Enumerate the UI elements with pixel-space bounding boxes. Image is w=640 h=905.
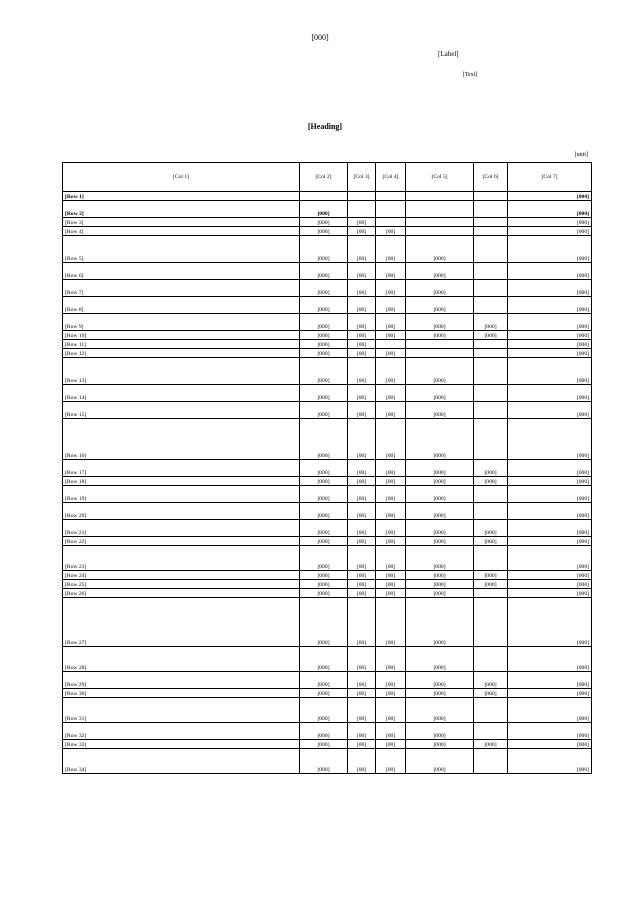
section-cell: [00] [348, 723, 376, 740]
subsection-cell: [00] [376, 598, 406, 647]
subsection-cell: [00] [376, 227, 406, 236]
table-row [63, 314, 592, 331]
table-row [63, 236, 592, 263]
expense-type-cell [474, 598, 508, 647]
column-header: [Col 7] [508, 163, 592, 192]
department-code-cell: [000] [300, 227, 348, 236]
section-cell: [00] [348, 419, 376, 460]
department-code-cell: [000] [300, 571, 348, 580]
target-article-cell: [000] [406, 477, 474, 486]
appendix-note: [Text] [462, 72, 478, 78]
department-code-cell: [000] [300, 546, 348, 571]
table-row [63, 589, 592, 598]
row-name-cell: [Row 21] [63, 520, 300, 537]
expense-type-cell [474, 192, 508, 201]
row-name-cell: [Row 31] [63, 698, 300, 723]
row-name-cell: [Row 17] [63, 460, 300, 477]
subsection-cell: [00] [376, 546, 406, 571]
table-row [63, 419, 592, 460]
subsection-cell: [00] [376, 402, 406, 419]
subsection-cell: [00] [376, 698, 406, 723]
table-row [63, 460, 592, 477]
department-code-cell: [000] [300, 698, 348, 723]
section-cell: [00] [348, 749, 376, 774]
section-cell: [00] [348, 477, 376, 486]
amount-cell: [000] [508, 314, 592, 331]
department-code-cell: [000] [300, 297, 348, 314]
expense-type-cell [474, 589, 508, 598]
target-article-cell: [000] [406, 672, 474, 689]
section-cell: [00] [348, 503, 376, 520]
amount-cell: [000] [508, 340, 592, 349]
row-name-cell: [Row 34] [63, 749, 300, 774]
amount-cell: [000] [508, 749, 592, 774]
expense-type-cell [474, 402, 508, 419]
subsection-cell: [00] [376, 486, 406, 503]
row-name-cell: [Row 13] [63, 358, 300, 385]
row-name-cell: [Row 22] [63, 537, 300, 546]
department-code-cell: [000] [300, 740, 348, 749]
table-row [63, 227, 592, 236]
expense-type-cell: [000] [474, 460, 508, 477]
amount-cell: [000] [508, 331, 592, 340]
department-code-cell: [000] [300, 749, 348, 774]
column-header: [Col 3] [348, 163, 376, 192]
table-row [63, 402, 592, 419]
table-row [63, 263, 592, 280]
amount-cell: [000] [508, 503, 592, 520]
department-code-cell: [000] [300, 218, 348, 227]
target-article-cell: [000] [406, 598, 474, 647]
expense-type-cell [474, 263, 508, 280]
table-row [63, 192, 592, 201]
table-row [63, 340, 592, 349]
subsection-cell: [00] [376, 297, 406, 314]
department-code-cell: [000] [300, 236, 348, 263]
amount-cell: [000] [508, 402, 592, 419]
table-row [63, 672, 592, 689]
department-code-cell: [000] [300, 477, 348, 486]
expense-type-cell: [000] [474, 477, 508, 486]
row-name-cell: [Row 33] [63, 740, 300, 749]
subsection-cell: [00] [376, 358, 406, 385]
target-article-cell: [000] [406, 580, 474, 589]
section-cell: [00] [348, 385, 376, 402]
row-name-cell: [Row 3] [63, 218, 300, 227]
table-row [63, 537, 592, 546]
subsection-cell: [00] [376, 460, 406, 477]
table-body [63, 192, 592, 774]
subsection-cell [376, 201, 406, 218]
target-article-cell: [000] [406, 647, 474, 672]
target-article-cell: [000] [406, 537, 474, 546]
section-cell: [00] [348, 580, 376, 589]
expense-type-cell: [000] [474, 740, 508, 749]
section-cell: [00] [348, 740, 376, 749]
section-cell: [00] [348, 672, 376, 689]
section-cell: [00] [348, 537, 376, 546]
section-cell [348, 201, 376, 218]
target-article-cell [406, 201, 474, 218]
amount-cell: [000] [508, 546, 592, 571]
department-code-cell [300, 192, 348, 201]
section-cell: [00] [348, 486, 376, 503]
table-row [63, 520, 592, 537]
subsection-cell [376, 340, 406, 349]
subsection-cell: [00] [376, 331, 406, 340]
row-name-cell: [Row 14] [63, 385, 300, 402]
table-row [63, 546, 592, 571]
expense-type-cell [474, 503, 508, 520]
section-cell: [00] [348, 314, 376, 331]
expense-type-cell [474, 349, 508, 358]
amount-cell: [000] [508, 419, 592, 460]
amount-cell: [000] [508, 192, 592, 201]
amount-cell: [000] [508, 236, 592, 263]
expense-type-cell [474, 358, 508, 385]
column-header: [Col 1] [63, 163, 300, 192]
expense-type-cell: [000] [474, 672, 508, 689]
amount-cell: [000] [508, 580, 592, 589]
expense-type-cell [474, 419, 508, 460]
target-article-cell [406, 349, 474, 358]
target-article-cell [406, 218, 474, 227]
subsection-cell: [00] [376, 520, 406, 537]
expense-type-cell: [000] [474, 537, 508, 546]
section-cell: [00] [348, 589, 376, 598]
subsection-cell: [00] [376, 647, 406, 672]
row-name-cell: [Row 2] [63, 201, 300, 218]
target-article-cell: [000] [406, 280, 474, 297]
target-article-cell: [000] [406, 314, 474, 331]
amount-cell: [000] [508, 723, 592, 740]
row-name-cell: [Row 27] [63, 598, 300, 647]
appendix-label: [Label] [438, 50, 459, 58]
subsection-cell: [00] [376, 672, 406, 689]
target-article-cell: [000] [406, 749, 474, 774]
target-article-cell [406, 192, 474, 201]
target-article-cell: [000] [406, 571, 474, 580]
section-cell: [00] [348, 571, 376, 580]
subsection-cell: [00] [376, 236, 406, 263]
table-header-row [63, 163, 592, 192]
department-code-cell: [000] [300, 503, 348, 520]
section-cell: [00] [348, 358, 376, 385]
amount-cell: [000] [508, 358, 592, 385]
expense-type-cell [474, 385, 508, 402]
amount-cell: [000] [508, 571, 592, 580]
department-code-cell: [000] [300, 402, 348, 419]
row-name-cell: [Row 4] [63, 227, 300, 236]
amount-cell: [000] [508, 598, 592, 647]
column-header: [Col 6] [474, 163, 508, 192]
row-name-cell: [Row 6] [63, 263, 300, 280]
expense-type-cell [474, 546, 508, 571]
row-name-cell: [Row 32] [63, 723, 300, 740]
target-article-cell: [000] [406, 402, 474, 419]
section-cell: [00] [348, 460, 376, 477]
department-code-cell: [000] [300, 280, 348, 297]
target-article-cell: [000] [406, 520, 474, 537]
amount-cell: [000] [508, 486, 592, 503]
subsection-cell: [00] [376, 580, 406, 589]
amount-cell: [000] [508, 537, 592, 546]
section-cell: [00] [348, 340, 376, 349]
amount-cell: [000] [508, 218, 592, 227]
subsection-cell: [00] [376, 419, 406, 460]
subsection-cell [376, 192, 406, 201]
expense-type-cell [474, 236, 508, 263]
row-name-cell: [Row 29] [63, 672, 300, 689]
expense-type-cell [474, 340, 508, 349]
amount-cell: [000] [508, 201, 592, 218]
section-cell: [00] [348, 297, 376, 314]
target-article-cell: [000] [406, 460, 474, 477]
expense-type-cell [474, 647, 508, 672]
subsection-cell: [00] [376, 349, 406, 358]
department-code-cell: [000] [300, 263, 348, 280]
table-row [63, 740, 592, 749]
target-article-cell: [000] [406, 589, 474, 598]
department-code-cell: [000] [300, 340, 348, 349]
subsection-cell: [00] [376, 280, 406, 297]
subsection-cell: [00] [376, 263, 406, 280]
section-cell: [00] [348, 689, 376, 698]
subsection-cell: [00] [376, 477, 406, 486]
expense-type-cell [474, 749, 508, 774]
expense-type-cell [474, 297, 508, 314]
amount-cell: [000] [508, 698, 592, 723]
table-row [63, 580, 592, 589]
target-article-cell [406, 340, 474, 349]
section-cell: [00] [348, 280, 376, 297]
budget-table-wrapper [62, 162, 591, 774]
table-row [63, 218, 592, 227]
subsection-cell: [00] [376, 740, 406, 749]
department-code-cell: [000] [300, 201, 348, 218]
table-row [63, 385, 592, 402]
amount-cell: [000] [508, 349, 592, 358]
subsection-cell: [00] [376, 314, 406, 331]
section-cell: [00] [348, 236, 376, 263]
table-row [63, 749, 592, 774]
department-code-cell: [000] [300, 385, 348, 402]
expense-type-cell: [000] [474, 520, 508, 537]
column-header: [Col 4] [376, 163, 406, 192]
expense-type-cell [474, 227, 508, 236]
expense-type-cell: [000] [474, 331, 508, 340]
table-row [63, 477, 592, 486]
table-row [63, 503, 592, 520]
row-name-cell: [Row 25] [63, 580, 300, 589]
row-name-cell: [Row 26] [63, 589, 300, 598]
row-name-cell: [Row 15] [63, 402, 300, 419]
target-article-cell: [000] [406, 689, 474, 698]
section-cell: [00] [348, 520, 376, 537]
subsection-cell: [00] [376, 503, 406, 520]
column-header: [Col 2] [300, 163, 348, 192]
department-code-cell: [000] [300, 723, 348, 740]
target-article-cell: [000] [406, 263, 474, 280]
expense-type-cell: [000] [474, 689, 508, 698]
table-row [63, 723, 592, 740]
subsection-cell: [00] [376, 723, 406, 740]
subsection-cell: [00] [376, 385, 406, 402]
amount-cell: [000] [508, 647, 592, 672]
amount-cell: [000] [508, 227, 592, 236]
target-article-cell: [000] [406, 385, 474, 402]
unit-label: [unit] [574, 152, 588, 158]
section-cell: [00] [348, 402, 376, 419]
table-row [63, 201, 592, 218]
section-cell: [00] [348, 598, 376, 647]
target-article-cell: [000] [406, 331, 474, 340]
section-cell [348, 192, 376, 201]
subsection-cell: [00] [376, 571, 406, 580]
row-name-cell: [Row 28] [63, 647, 300, 672]
row-name-cell: [Row 1] [63, 192, 300, 201]
section-cell: [00] [348, 331, 376, 340]
amount-cell: [000] [508, 477, 592, 486]
budget-table [62, 162, 592, 774]
row-name-cell: [Row 20] [63, 503, 300, 520]
target-article-cell: [000] [406, 297, 474, 314]
subsection-cell: [00] [376, 689, 406, 698]
row-name-cell: [Row 10] [63, 331, 300, 340]
section-cell: [00] [348, 546, 376, 571]
column-header: [Col 5] [406, 163, 474, 192]
department-code-cell: [000] [300, 331, 348, 340]
row-name-cell: [Row 24] [63, 571, 300, 580]
row-name-cell: [Row 9] [63, 314, 300, 331]
amount-cell: [000] [508, 520, 592, 537]
row-name-cell: [Row 8] [63, 297, 300, 314]
expense-type-cell: [000] [474, 571, 508, 580]
target-article-cell [406, 227, 474, 236]
department-code-cell: [000] [300, 598, 348, 647]
amount-cell: [000] [508, 460, 592, 477]
row-name-cell: [Row 19] [63, 486, 300, 503]
amount-cell: [000] [508, 740, 592, 749]
table-row [63, 358, 592, 385]
row-name-cell: [Row 30] [63, 689, 300, 698]
table-row [63, 647, 592, 672]
table-row [63, 349, 592, 358]
amount-cell: [000] [508, 280, 592, 297]
department-code-cell: [000] [300, 460, 348, 477]
department-code-cell: [000] [300, 537, 348, 546]
department-code-cell: [000] [300, 647, 348, 672]
department-code-cell: [000] [300, 672, 348, 689]
department-code-cell: [000] [300, 486, 348, 503]
expense-type-cell [474, 280, 508, 297]
amount-cell: [000] [508, 263, 592, 280]
section-cell: [00] [348, 698, 376, 723]
target-article-cell: [000] [406, 419, 474, 460]
amount-cell: [000] [508, 672, 592, 689]
expense-type-cell: [000] [474, 580, 508, 589]
subsection-cell: [00] [376, 537, 406, 546]
table-row [63, 280, 592, 297]
department-code-cell: [000] [300, 689, 348, 698]
row-name-cell: [Row 18] [63, 477, 300, 486]
subsection-cell [376, 218, 406, 227]
table-row [63, 571, 592, 580]
row-name-cell: [Row 16] [63, 419, 300, 460]
target-article-cell: [000] [406, 503, 474, 520]
table-row [63, 331, 592, 340]
table-row [63, 689, 592, 698]
section-cell: [00] [348, 349, 376, 358]
page-number: [000] [311, 33, 329, 42]
department-code-cell: [000] [300, 589, 348, 598]
subsection-cell: [00] [376, 589, 406, 598]
table-row [63, 698, 592, 723]
section-cell: [00] [348, 647, 376, 672]
section-cell: [00] [348, 227, 376, 236]
amount-cell: [000] [508, 385, 592, 402]
target-article-cell: [000] [406, 546, 474, 571]
department-code-cell: [000] [300, 349, 348, 358]
expense-type-cell [474, 201, 508, 218]
row-name-cell: [Row 7] [63, 280, 300, 297]
expense-type-cell [474, 218, 508, 227]
subsection-cell: [00] [376, 749, 406, 774]
row-name-cell: [Row 5] [63, 236, 300, 263]
table-row [63, 297, 592, 314]
document-title: [Heading] [307, 122, 343, 131]
target-article-cell: [000] [406, 698, 474, 723]
expense-type-cell [474, 486, 508, 503]
table-row [63, 598, 592, 647]
row-name-cell: [Row 23] [63, 546, 300, 571]
target-article-cell: [000] [406, 486, 474, 503]
expense-type-cell [474, 723, 508, 740]
section-cell: [00] [348, 263, 376, 280]
section-cell: [00] [348, 218, 376, 227]
department-code-cell: [000] [300, 520, 348, 537]
row-name-cell: [Row 11] [63, 340, 300, 349]
department-code-cell: [000] [300, 580, 348, 589]
amount-cell: [000] [508, 589, 592, 598]
table-row [63, 486, 592, 503]
department-code-cell: [000] [300, 419, 348, 460]
department-code-cell: [000] [300, 314, 348, 331]
amount-cell: [000] [508, 689, 592, 698]
department-code-cell: [000] [300, 358, 348, 385]
row-name-cell: [Row 12] [63, 349, 300, 358]
target-article-cell: [000] [406, 740, 474, 749]
expense-type-cell: [000] [474, 314, 508, 331]
target-article-cell: [000] [406, 358, 474, 385]
target-article-cell: [000] [406, 236, 474, 263]
target-article-cell: [000] [406, 723, 474, 740]
amount-cell: [000] [508, 297, 592, 314]
expense-type-cell [474, 698, 508, 723]
